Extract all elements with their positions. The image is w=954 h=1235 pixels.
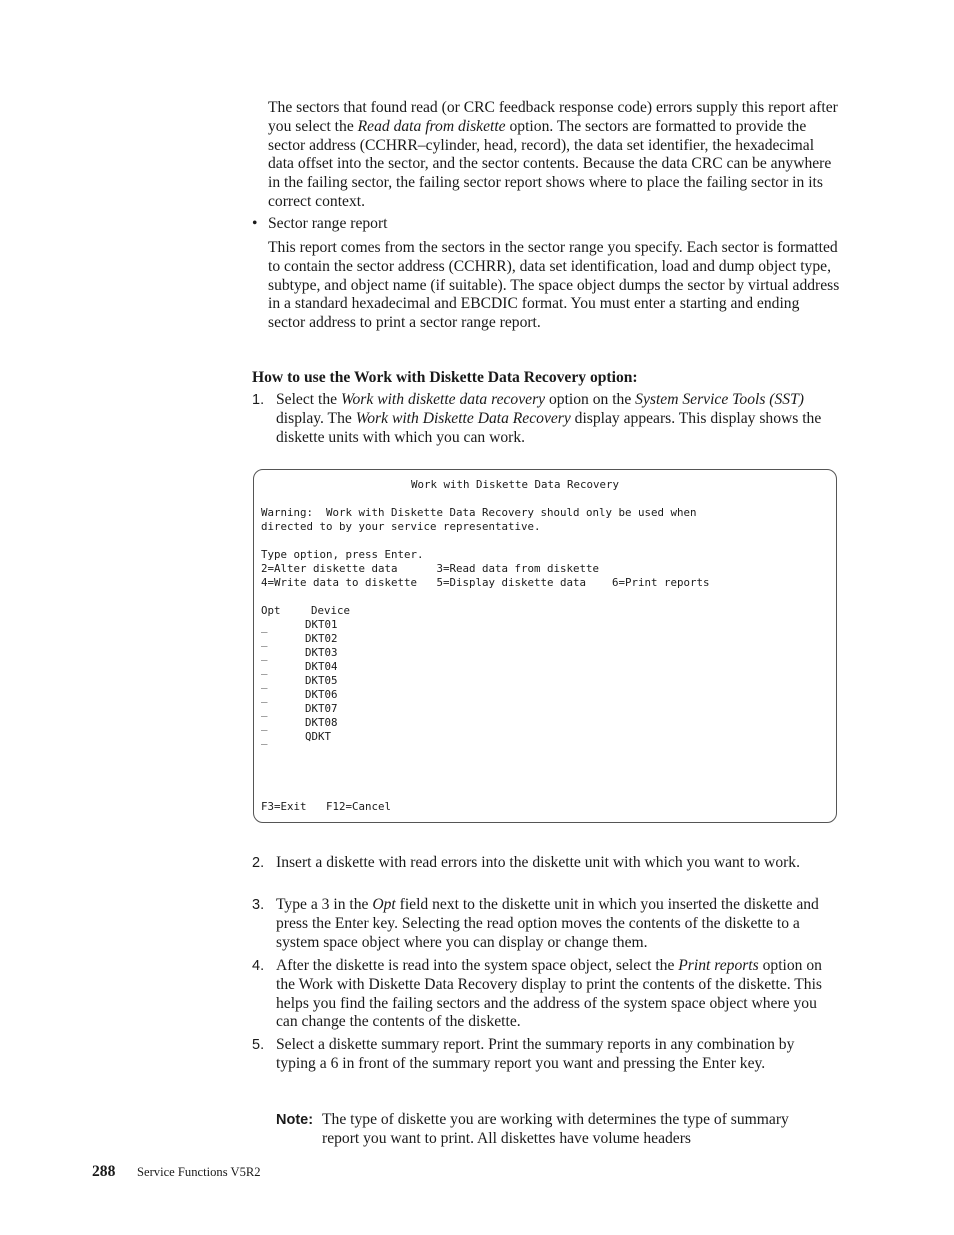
device-name: DKT06 — [305, 688, 338, 701]
paragraph-sector-errors — [268, 99, 840, 212]
step-italic: Print reports — [678, 957, 759, 974]
column-header-device: Device — [311, 604, 351, 617]
step-number: 5. — [252, 1037, 265, 1053]
step-text: display appears. This display shows the diskette units with which you can work. — [276, 409, 822, 446]
paragraph-sector-range: This report comes from the sectors in the sector range you specify. Each sector is formatted to contain the sector address (CCHRR), data set identification, load and dump object type, subtype, and object name (if suitable). The space object dumps the sector by virtual address in a standard hexadecimal and EBCDIC format. You must enter a starting and ending sector address to print a sector range report. — [268, 239, 840, 332]
step-italic: System Service Tools (SST) — [635, 391, 804, 408]
step-2-text: Insert a diskette with read errors into the diskette unit with which you want to work. — [276, 854, 801, 871]
step-4-text — [276, 957, 842, 1032]
step-number: 4. — [252, 958, 265, 974]
step-number: 3. — [252, 897, 265, 913]
step-italic: Work with diskette data recovery — [340, 391, 546, 408]
function-keys[interactable]: F3=Exit F12=Cancel — [261, 800, 392, 813]
option-name-italic: Read data from diskette — [357, 117, 506, 135]
screen-title: Work with Diskette Data Recovery — [411, 478, 620, 491]
opt-input-field[interactable]: _ — [261, 704, 268, 717]
opt-input-field[interactable]: _ — [261, 620, 268, 633]
screen-warning-line-1: Warning: Work with Diskette Data Recovery should only be used when — [261, 506, 697, 519]
device-name: DKT08 — [305, 716, 338, 729]
device-name: DKT07 — [305, 702, 338, 715]
step-text: option on the — [545, 391, 636, 408]
step-text: After the diskette is read into the system space object, select the — [276, 957, 679, 974]
book-title: Service Functions V5R2 — [137, 1165, 261, 1179]
page-number: 288 — [92, 1163, 116, 1180]
device-name: DKT01 — [305, 618, 338, 631]
section-heading: How to use the Work with Diskette Data Recovery option: — [252, 369, 638, 386]
device-name: QDKT — [305, 730, 332, 743]
step-text: Type a 3 in the — [276, 896, 373, 913]
opt-input-field[interactable]: _ — [261, 690, 268, 703]
paragraph-text: option. The sectors are formatted to provide the sector address (CCHRR–cylinder, head, record), the data set identifier, the hexadecimal data offset into the sector, and the sector contents. Because the data CRC can be anywhere in the failing sector, the failing sector report shows where to place the failing sector in its correct context. — [268, 117, 832, 210]
step-italic: Opt — [372, 896, 396, 913]
step-text: display. The — [276, 409, 356, 427]
paragraph-text: The sectors that found read (or CRC feedback response code) errors supply this report after you select the — [268, 99, 838, 135]
opt-input-field[interactable]: _ — [261, 662, 268, 675]
screen-instruction: Type option, press Enter. — [261, 548, 424, 561]
terminal-screen-panel — [253, 469, 837, 823]
bullet-item-sector-range-report: Sector range report — [268, 215, 388, 232]
opt-input-field[interactable]: _ — [261, 634, 268, 647]
device-name: DKT05 — [305, 674, 338, 687]
screen-options-line-1: 2=Alter diskette data 3=Read data from diskette — [261, 562, 600, 575]
device-name: DKT02 — [305, 632, 338, 645]
screen-options-line-2: 4=Write data to diskette 5=Display diskette data 6=Print reports — [261, 576, 710, 589]
step-number: 1. — [252, 392, 265, 408]
step-3-text — [276, 896, 842, 952]
screen-warning-line-2: directed to by your service representative. — [261, 520, 541, 533]
step-text: option on the Work with Diskette Data Recovery display to print the contents of the diskette. This helps you find the failing sectors and the address of the system space object where you can change the contents of the diskette. — [276, 957, 823, 1031]
opt-input-field[interactable]: _ — [261, 648, 268, 661]
step-5-text: Select a diskette summary report. Print the summary reports in any combination by typing a 6 in front of the summary report you want and pressing the Enter key. — [276, 1036, 795, 1072]
step-text: Select the — [276, 391, 341, 408]
opt-input-field[interactable]: _ — [261, 676, 268, 689]
step-text: field next to the diskette unit in which you inserted the diskette and press the Enter key. Selecting the read option moves the contents of the diskette to a system space object where you can display or change them. — [276, 896, 819, 951]
device-name: DKT04 — [305, 660, 338, 673]
bullet-marker: • — [252, 215, 258, 232]
step-number: 2. — [252, 855, 265, 871]
step-1-text — [276, 391, 842, 447]
column-header-opt: Opt — [261, 604, 281, 617]
note-label: Note: — [276, 1112, 314, 1128]
device-name: DKT03 — [305, 646, 338, 659]
opt-input-field[interactable]: _ — [261, 732, 268, 745]
note-text: The type of diskette you are working with determines the type of summary report you want to print. All diskettes have volume headers — [322, 1111, 789, 1147]
opt-input-field[interactable]: _ — [261, 718, 268, 731]
step-italic: Work with Diskette Data Recovery — [355, 409, 571, 427]
